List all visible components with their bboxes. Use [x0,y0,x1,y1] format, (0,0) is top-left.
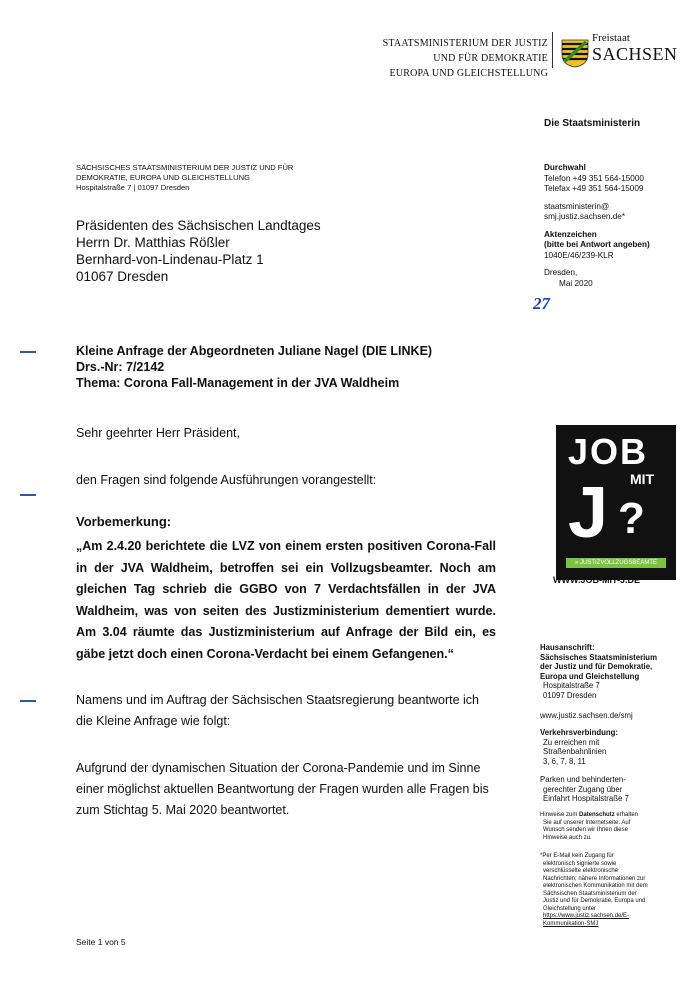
website: www.justiz.sachsen.de/smj [540,711,633,720]
fold-mark [20,351,36,353]
datenschutz-post: erhalten [614,812,639,818]
job-ad-url: WWW.JOB-MIT-J.DE [553,575,640,585]
subject-line: Drs.-Nr: 7/2142 [76,360,165,374]
parking-line: Einfahrt Hospitalstraße 7 [543,794,629,803]
minister-title: Die Staatsministerin [544,118,641,129]
email-note-line: Gleichstellung unter [543,905,597,912]
email-note-line: *Per E-Mail kein Zugang für [540,853,614,859]
aktenzeichen-hint: (bitte bei Antwort angeben) [544,240,650,249]
intro-text: den Fragen sind folgende Ausführungen vorangestellt: [76,473,377,487]
fold-mark [20,494,36,496]
email-note-line: elektronisch signierte sowie [543,860,617,867]
date-month-year: Mai 2020 [559,278,593,288]
vorbemerkung-title: Vorbemerkung: [76,514,172,529]
state-label-small: Freistaat [592,32,630,44]
date-city: Dresden, [544,268,578,277]
aktenzeichen-value: 1040E/46/239-KLR [544,250,614,260]
datenschutz-block [540,812,638,842]
email-line: smj.justiz.sachsen.de* [544,212,625,221]
header-divider [552,32,553,68]
page-number: Seite 1 von 5 [76,937,126,947]
vorbemerkung-text: „Am 2.4.20 berichtete die LVZ von einem ersten positiven Corona-Fall in der JVA Waldheim, betroffen sei ein Vollzugsbeamter. Noch am gleichen Tag schrieb die GGBO von 7 Verdachtsfällen in der JVA Waldheim, was von seiten des Justizministerium dementiert wurde. Am 3.04 räumte das Justizministerium auf Anfrage der Bild ein, es gäbe jetzt doch einen Corona-Verdacht bei einem Gefangenen.“ [76,539,496,661]
hausanschrift-block [540,643,657,700]
city: 01097 Dresden [543,690,597,700]
job-ad-j: J [568,473,609,553]
job-ad-question: ? [618,494,645,543]
sender-line: Hospitalstraße 7 | 01097 Dresden [76,183,190,192]
paragraph: Aufgrund der dynamischen Situation der Corona-Pandemie und im Sinne einer möglichst aktuellen Beantwortung der Fragen wurden alle Fragen bis zum Stichtag 5. Mai 2020 beantwortet. [76,761,489,817]
subject-block [76,343,432,391]
ministry-line: EUROPA UND GLEICHSTELLUNG [389,68,548,79]
paragraph: Namens und im Auftrag der Sächsischen Staatsregierung beantworte ich die Kleine Anfrage wie folgt: [76,693,480,728]
datenschutz-line: Hinweise auch zu. [543,834,592,841]
street: Hospitalstraße 7 [543,681,600,690]
fax: Telefax +49 351 564-15009 [544,184,644,193]
job-ad-mit: MIT [630,471,655,487]
datenschutz-line [540,812,638,820]
email-note-line: elektronischen Kommunikation mit dem [543,883,648,889]
punch-mark [20,700,36,702]
saxony-crest-icon [560,38,590,68]
recipient-line: 01067 Dresden [76,269,169,284]
recipient-line: Herrn Dr. Matthias Rößler [76,235,230,250]
verkehr-line: 3, 6, 7, 8, 11 [543,756,586,766]
subject-line: Kleine Anfrage der Abgeordneten Juliane Nagel (DIE LINKE) [76,344,433,358]
hausanschrift-line: Europa und Gleichstellung [540,671,640,681]
phone: Telefon +49 351 564-15000 [544,173,644,183]
sender-address [76,163,293,193]
parking-line: Parken und behinderten- [540,775,626,784]
recipient-line: Präsidenten des Sächsischen Landtages [76,218,321,233]
datenschutz-bold: Datenschutz [579,812,615,818]
datenschutz-line: Wunsch senden wir Ihnen diese [543,827,628,833]
ministry-name [383,36,548,81]
aktenzeichen-label: Aktenzeichen [544,229,597,239]
verkehr-line: Straßenbahnlinien [543,747,607,756]
ministry-line: UND FÜR DEMOKRATIE [433,53,548,64]
datenschutz-pre: Hinweise zum [540,812,580,818]
durchwahl-label: Durchwahl [544,163,586,172]
sender-line: DEMOKRATIE, EUROPA UND GLEICHSTELLUNG [76,173,250,182]
contact-block [544,163,650,289]
parking-line: gerechter Zugang über [543,784,623,794]
recipient-line: Bernhard-von-Lindenau-Platz 1 [76,252,264,267]
email-note-line: Nachrichten; nähere Informationen zur [543,875,646,882]
subject-line: Thema: Corona Fall-Management in der JVA Waldheim [76,376,400,390]
hausanschrift-label: Hausanschrift: [540,643,595,652]
handwritten-day: 27 [533,294,550,313]
email-note-block [540,853,648,928]
email-line: staatsministerin@ [544,201,610,211]
datenschutz-line: Sie auf unserer Internetseite. Auf [543,819,631,826]
parking-block [540,775,629,804]
email-note-line: verschlüsselte elektronische [543,868,619,874]
email-note-line: Sächsischen Staatsministerium der [543,890,637,897]
e-kommunikation-link[interactable]: https://www.justiz.sachsen.de/E- [543,913,630,919]
job-ad-band: » JUSTIZVOLLZUGSBEAMTE [566,558,666,568]
job-ad [556,425,676,580]
email-note-line: Justiz und für Demokratie, Europa und [543,898,646,904]
verkehr-line: Zu erreichen mit [543,737,600,747]
verkehr-block [540,728,618,766]
job-ad-word: JOB [568,431,649,472]
sender-line: SÄCHSISCHES STAATSMINISTERIUM DER JUSTIZ UND FÜR [76,163,294,172]
recipient-address [76,217,321,285]
state-label-large: SACHSEN [592,44,678,64]
hausanschrift-line: Sächsisches Staatsministerium [540,652,658,662]
ministry-line: STAATSMINISTERIUM DER JUSTIZ [382,38,548,49]
e-kommunikation-link[interactable]: Kommunikation-SMJ [543,920,599,927]
salutation: Sehr geehrter Herr Präsident, [76,426,240,440]
verkehr-label: Verkehrsverbindung: [540,728,618,737]
hausanschrift-line: der Justiz und für Demokratie, [540,662,653,671]
